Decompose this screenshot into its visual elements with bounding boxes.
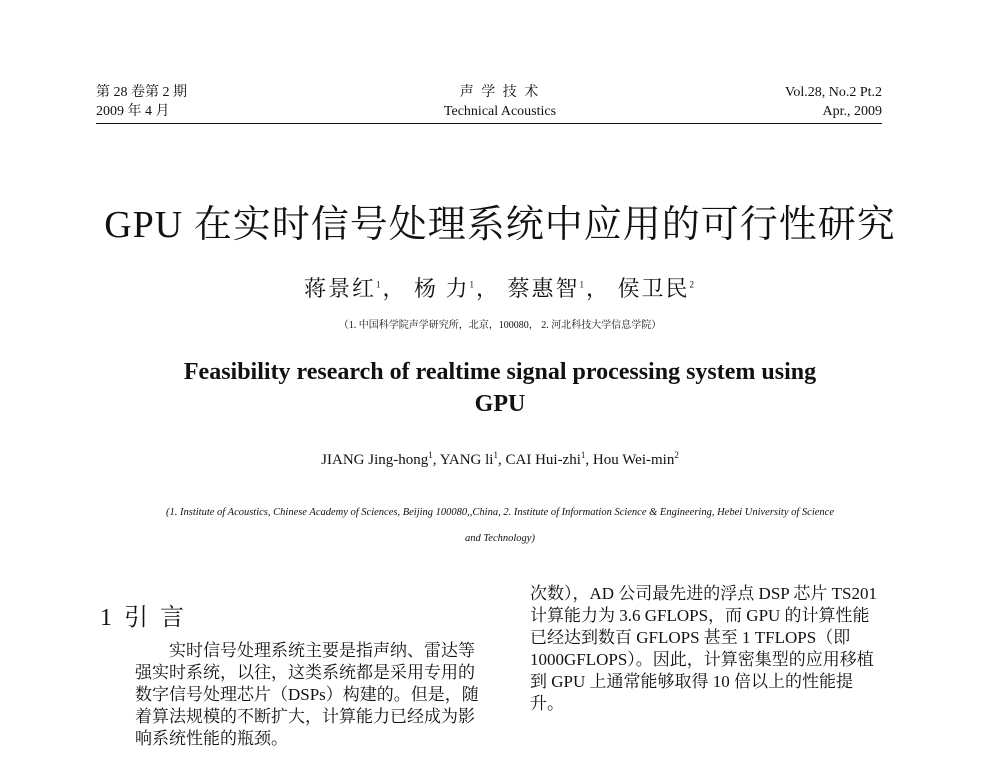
header-rule [96,123,882,124]
author-separator: ， [382,276,407,301]
body-line: 到 GPU 上通常能够取得 10 倍以上的性能提 [530,672,854,691]
author-en-name: JIANG Jing-hong [321,452,429,468]
journal-name-en: Technical Acoustics [443,104,557,119]
author-en-sup: 1 [428,450,433,460]
paper-title-cn: GPU 在实时信号处理系统中应用的可行性研究 [104,204,896,246]
affiliations-cn: （1. 中国科学院声学研究所，北京，100080， 2. 河北科技大学信息学院） [338,320,662,331]
author-separator: , [432,452,440,468]
section-heading: 1 引 言 [100,605,187,631]
author-en-name: Hou Wei-min [592,452,675,468]
author-cn-sup: 1 [579,279,587,290]
volume-en: Vol.28, No.2 Pt.2 [785,85,882,100]
author-en [321,452,433,468]
paper-title-en-line2: GPU [474,391,526,417]
author-cn [304,276,383,301]
authors-en [0,452,1000,469]
authors-cn [0,272,1000,303]
body-line: 强实时系统，以往，这类系统都是采用专用的 [135,663,475,682]
author-en-name: YANG li [439,452,494,468]
author-cn-name: 杨 力 [413,276,470,301]
author-en [593,452,679,468]
body-line: 1000GFLOPS）。因此，计算密集型的应用移植 [530,650,874,669]
body-line: 计算能力为 3.6 GFLOPS，而 GPU 的计算性能 [530,606,870,625]
body-line: 已经达到数百 GFLOPS 甚至 1 TFLOPS（即 [530,628,851,647]
author-en-sup: 1 [493,450,498,460]
author-separator: , [497,452,506,468]
right-column [530,583,890,715]
body-line: 着算法规模的不断扩大，计算能力已经成为影 [135,707,475,726]
author-cn-sup: 1 [375,279,383,290]
author-cn-name: 侯卫民 [617,276,690,301]
issue-date-en: Apr., 2009 [822,104,882,119]
author-en-sup: 2 [674,450,679,460]
author-en-sup: 1 [580,450,586,460]
author-cn-sup: 1 [469,279,476,290]
author-cn-sup: 2 [689,279,697,290]
issue-number: 第 28 卷第 2 期 [96,85,187,100]
body-line: 响系统性能的瓶颈。 [135,729,288,748]
body-line: 数字信号处理芯片（DSPs）构建的。但是，随 [135,685,479,704]
author-cn [508,276,587,301]
author-separator: ， [586,276,611,301]
author-cn-name: 蔡惠智 [507,276,580,301]
affiliations-en-line2: and Technology) [465,533,535,544]
paper-title-en-line1: Feasibility research of realtime signal processing system using [183,359,817,385]
author-separator: , [585,452,593,468]
body-line: 次数），AD 公司最先进的浮点 DSP 芯片 TS201 [530,584,877,603]
author-cn [414,276,476,301]
author-separator: ， [475,276,500,301]
author-cn [618,276,697,301]
body-line: 实时信号处理系统主要是指声纳、雷达等 [169,641,475,660]
issue-date-cn: 2009 年 4 月 [96,104,170,119]
author-cn-name: 蒋景红 [303,276,376,301]
author-en [440,452,498,468]
author-en-name: CAI Hui-zhi [505,452,581,468]
author-en [505,452,585,468]
journal-name-cn: 声 学 技 术 [459,85,541,100]
affiliations-en-line1: (1. Institute of Acoustics, Chinese Academy of Sciences, Beijing 100080,,China, 2. Institute of Information Science & Engineering, Hebei University of Science [166,507,834,518]
left-column [135,640,479,750]
body-line: 升。 [530,694,564,713]
